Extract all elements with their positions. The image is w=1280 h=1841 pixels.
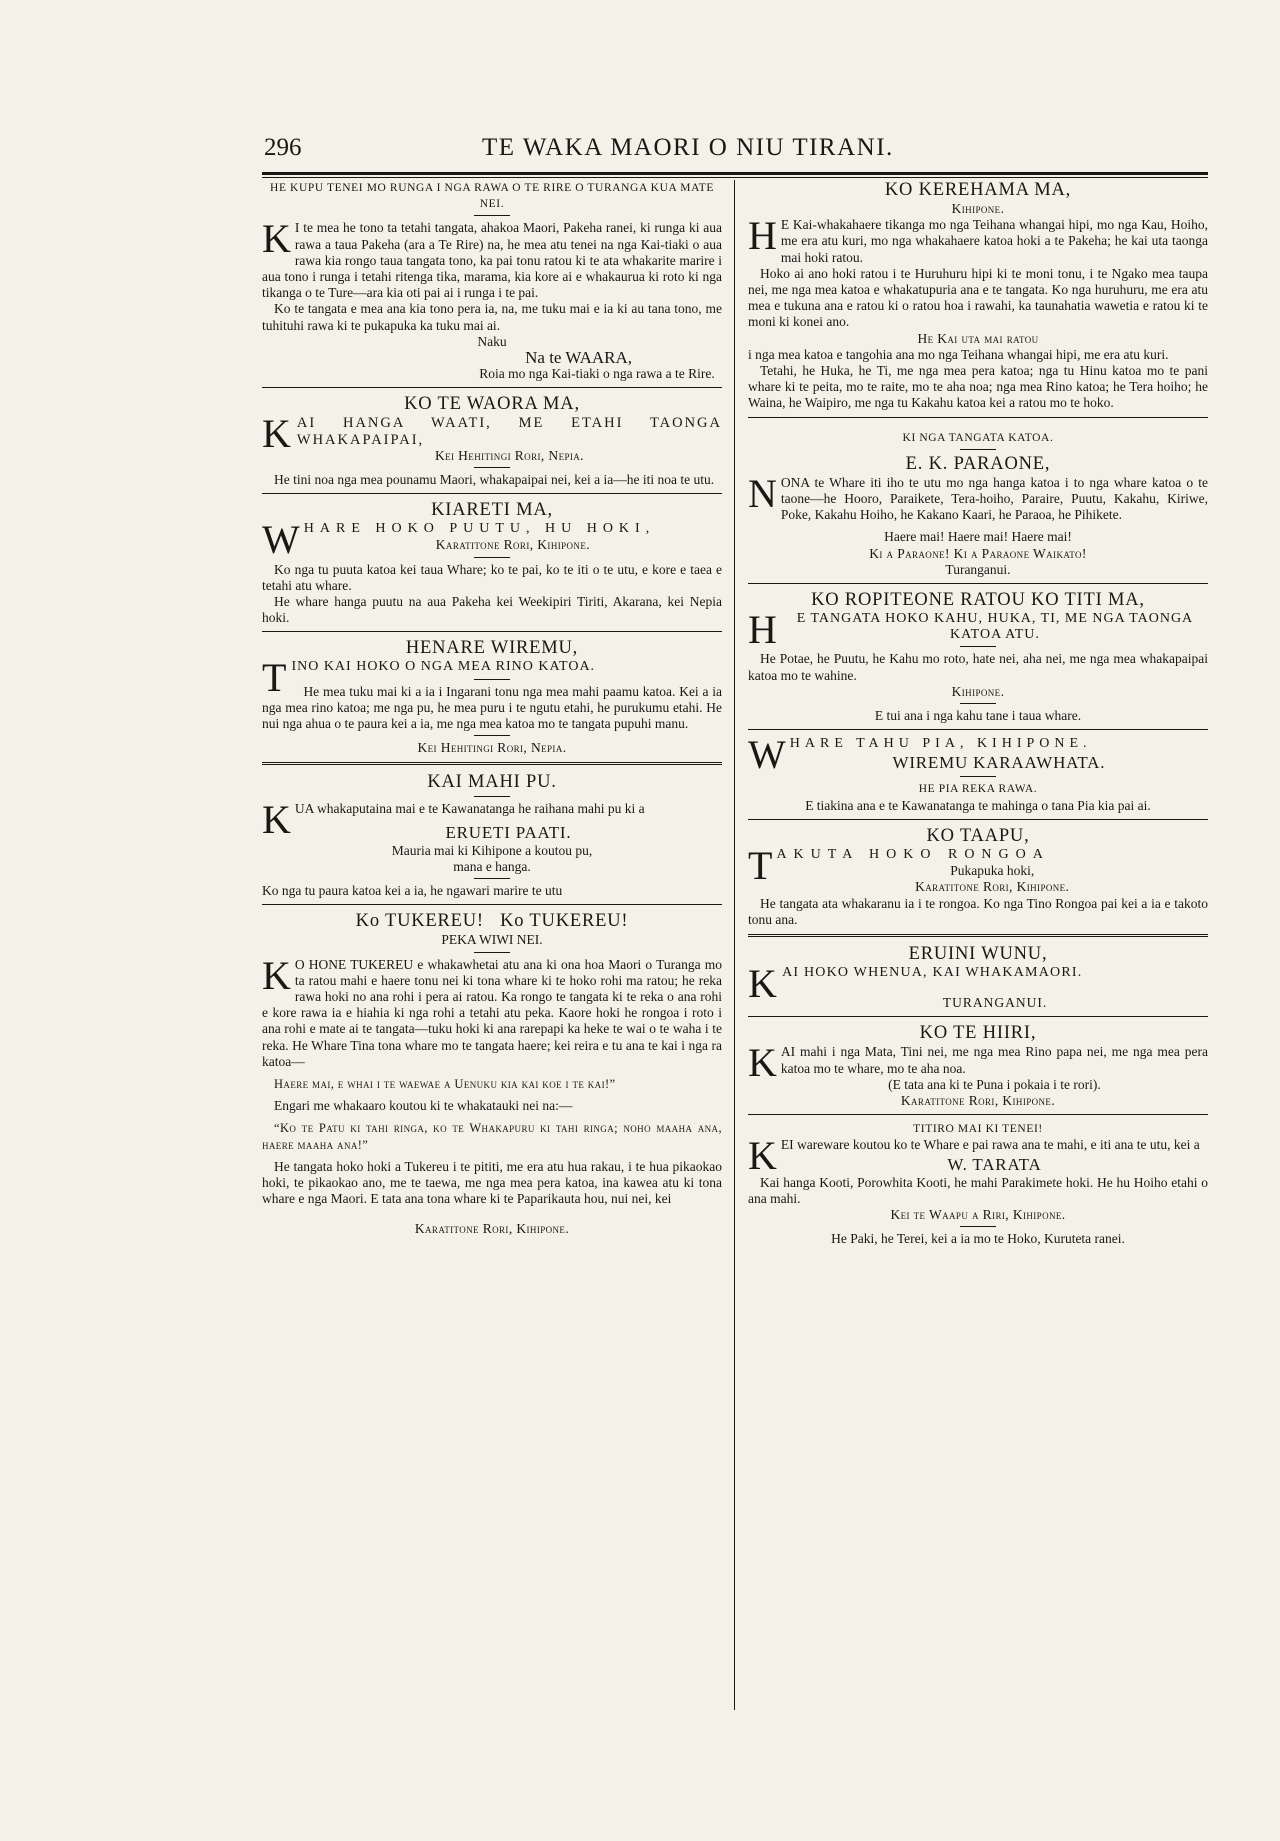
notice-role: Roia mo nga Kai-tiaki o nga rawa a te Rire. bbox=[479, 366, 715, 382]
kerehama-para-3: i nga mea katoa e tangohia ana mo nga Teihana whangai hipi, me era atu kuri. bbox=[748, 346, 1169, 362]
separator bbox=[748, 729, 1208, 730]
left-column bbox=[262, 180, 722, 1238]
kaimahi-last: Ko nga tu paura katoa kei a ia, he ngawari marire te utu bbox=[262, 883, 563, 899]
short-rule bbox=[474, 679, 510, 680]
ropiteone-last: E tui ana i nga kahu tane i taua whare. bbox=[874, 708, 1082, 724]
waora-ad bbox=[262, 394, 722, 488]
taapu-sub: AKUTA HOKO RONGOA bbox=[776, 846, 1050, 862]
ropiteone-place: Kihipone. bbox=[951, 683, 1005, 699]
drop-cap: K bbox=[262, 797, 291, 843]
drop-cap: K bbox=[748, 1040, 777, 1086]
rire-notice bbox=[262, 180, 722, 382]
henare-title: HENARE WIREMU, bbox=[405, 638, 579, 659]
kiareti-place: Karatitone Rori, Kihipone. bbox=[435, 537, 590, 553]
kaimahi-greet-1: Mauria mai ki Kihipone a koutou pu, bbox=[391, 842, 593, 858]
short-rule bbox=[960, 776, 996, 777]
kerehama-ad bbox=[748, 180, 1208, 412]
eruini-title: ERUINI WUNU, bbox=[908, 943, 1048, 964]
kiareti-para-1: Ko nga tu puuta katoa kei taua Whare; ko te pai, ko te iti o te utu, e kore e taea e tetahi atu whare. bbox=[262, 561, 722, 593]
tarata-body: EI wareware koutou ko te Whare e pai rawa ana te mahi, e iti ana te utu, kei a bbox=[780, 1137, 1200, 1153]
tahupia-small: HE PIA REKA RAWA. bbox=[918, 783, 1038, 796]
kerehama-place: Kihipone. bbox=[951, 201, 1005, 216]
newspaper-title: TE WAKA MAORI O NIU TIRANI. bbox=[482, 134, 894, 161]
short-rule bbox=[474, 735, 510, 736]
right-column bbox=[748, 180, 1208, 1247]
hiiri-title: KO TE HIIRI, bbox=[919, 1023, 1037, 1044]
waora-title: KO TE WAORA MA, bbox=[404, 394, 580, 415]
henare-place: Kei Hehitingi Rori, Nepia. bbox=[417, 740, 567, 756]
separator bbox=[748, 1016, 1208, 1017]
waora-place: Kei Hehitingi Rori, Nepia. bbox=[434, 447, 584, 463]
separator bbox=[748, 417, 1208, 418]
tarata-last: He Paki, he Terei, kei a ia mo te Hoko, Kuruteta ranei. bbox=[831, 1231, 1125, 1247]
paraone-title: E. K. PARAONE, bbox=[905, 453, 1051, 474]
newspaper-page bbox=[262, 134, 1208, 1714]
tukereu-sub: PEKA WIWI NEI. bbox=[441, 932, 543, 948]
notice-naku: Naku bbox=[477, 333, 507, 349]
spacer bbox=[748, 981, 1208, 995]
tukereu-quote-2: “Ko te Patu ki tahi ringa, ko te Whakapuru ki tahi ringa; noho maaha ana, haere maaha ana!” bbox=[262, 1121, 722, 1152]
page-number: 296 bbox=[264, 134, 302, 161]
notice-signer: Na te WAARA, bbox=[525, 348, 632, 368]
separator bbox=[262, 493, 722, 494]
kerehama-para-4: Tetahi, he Huka, he Ti, me nga mea pera katoa; nga tu Hinu katoa mo te pani whare ki te peita, mo te raite, mo te aha noa; nga mea Rino katoa; he Tera hoiho; he Waina, he Waipiro, me nga tu Kakahu katoa kei a ratou mo te hoko. bbox=[748, 363, 1208, 411]
short-rule bbox=[960, 646, 996, 647]
kerehama-sub: He Kai uta mai ratou bbox=[917, 330, 1039, 346]
tukereu-ad bbox=[262, 911, 722, 1237]
paraone-cry-2: Ki a Paraone! Ki a Paraone Waikato! bbox=[869, 545, 1087, 561]
eruini-ad bbox=[748, 944, 1208, 1011]
short-rule bbox=[960, 703, 996, 704]
ropiteone-ad bbox=[748, 590, 1208, 724]
drop-cap: H bbox=[748, 607, 778, 653]
short-rule bbox=[474, 878, 510, 879]
separator bbox=[748, 1114, 1208, 1115]
separator bbox=[262, 904, 722, 905]
hiiri-note: (E tata ana ki te Puna i pokaia i te rori). bbox=[888, 1076, 1101, 1092]
tukereu-para-2: Engari me whakaaro koutou ki te whakatauki nei na:— bbox=[274, 1098, 573, 1114]
paraone-ad bbox=[748, 430, 1208, 578]
paraone-body: ONA te Whare iti iho te utu mo nga hanga katoa i to nga whare katoa o te taone—he Hooro, Paraikete, Tera-hoiho, Paraire, Puutu, Kakahu, Kiriwe, Poke, Kakahu Hoiho, he Kakano Kaari, he Paraoa, he Pihikete. bbox=[780, 474, 1208, 523]
notice-para-1: I te mea he tono ta tetahi tangata, ahakoa Maori, Pakeha ranei, ki runga ki aua rawa a taua Pakeha (ara a Te Rire) na, he mea atu tenei na nga Kai-tiaki o aua rawa kia rongo taua tangata tono, ka pai tonu ratou ki te ata whakarite marire i aua tono i runga i tetahi ritenga tika, marama, kia kore ai e whakaurua ki roto ki nga tikanga o te Ture—ara kia oti pai ai i runga i te pai. bbox=[262, 220, 722, 301]
short-rule bbox=[474, 467, 510, 468]
header-rule bbox=[262, 172, 1208, 178]
taapu-body: He tangata ata whakaranu ia i te rongoa. Ko nga Tino Rongoa pai kei a ia e takoto tonu ana. bbox=[748, 895, 1208, 927]
tarata-body-2: Kai hanga Kooti, Porowhita Kooti, he mahi Parakimete hoki. He hu Hoiho etahi o ana mahi. bbox=[748, 1174, 1208, 1206]
drop-cap: K bbox=[748, 960, 779, 1006]
ropiteone-body: He Potae, he Puutu, he Kahu mo roto, hate nei, aha nei, me nga mea whakapaipai katoa mo te wahine. bbox=[748, 651, 1208, 683]
tarata-heading: TITIRO MAI KI TENEI! bbox=[913, 1123, 1043, 1136]
short-rule bbox=[474, 215, 510, 216]
tukereu-quote-1: Haere mai, e whai i te waewae a Uenuku kia kai koe i te kai!” bbox=[274, 1076, 616, 1091]
henare-body: He mea tuku mai ki a ia i Ingarani tonu nga mea mahi paamu katoa. Kei a ia nga mea rino katoa; me nga pu, he mea puru i te ngutu etahi, he purukumu etahi. He nui nga ahua o te paura kei a ia, me nga mea katoa mo te tangata pupuhi manu. bbox=[262, 683, 722, 732]
kerehama-title: KO KEREHAMA MA, bbox=[884, 180, 1072, 200]
kerehama-para-1: E Kai-whakahaere tikanga mo nga Teihana whangai hipi, mo nga Kau, Hoiho, me era atu kuri, mo nga whakahaere katoa hoki a te Pakeha; he kai uta taonga mai hoki ratou. bbox=[780, 217, 1208, 265]
kaimahi-ad bbox=[262, 772, 722, 899]
taapu-ad bbox=[748, 826, 1208, 928]
separator bbox=[262, 631, 722, 632]
tahupia-body: E tiakina ana e te Kawanatanga te mahinga o tana Pia kia pai ai. bbox=[805, 797, 1151, 813]
kaimahi-title: KAI MAHI PU. bbox=[427, 772, 557, 793]
paraone-place: Turanganui. bbox=[945, 561, 1011, 577]
separator bbox=[262, 387, 722, 388]
kaimahi-name: ERUETI PAATI. bbox=[445, 822, 572, 842]
short-rule bbox=[474, 952, 510, 953]
waora-sub: AI HANGA WAATI, ME ETAHI TAONGA WHAKAPAIPAI, bbox=[296, 415, 722, 448]
short-rule bbox=[960, 449, 996, 450]
ropiteone-sub: E TANGATA HOKO KAHU, HUKA, TI, ME NGA TAONGA KATOA ATU. bbox=[796, 611, 1194, 643]
spacer bbox=[262, 1207, 722, 1221]
kaimahi-greet-2: mana e hanga. bbox=[453, 858, 531, 874]
tukereu-title: Ko TUKEREU! Ko TUKEREU! bbox=[355, 911, 629, 932]
tarata-name: W. TARATA bbox=[947, 1154, 1042, 1174]
kerehama-para-2: Hoko ai ano hoki ratou i te Huruhuru hipi ki te moni tonu, i te Ngako mea taupa nei, me nga mea katoa e whakatupuria ana e te tangata. Ko nga huruhuru, me era atu mea e tukuna ana e ratou ki o ratou hoa i rawahi, ka taunahatia wawetia e ratou ki te moni ki konei ano. bbox=[748, 265, 1208, 330]
kiareti-title: KIARETI MA, bbox=[431, 500, 553, 521]
henare-sub: INO KAI HOKO O NGA MEA RINO KATOA. bbox=[291, 659, 596, 675]
kiareti-para-2: He whare hanga puutu na aua Pakeha kei Weekipiri Tiriti, Akarana, kei Nepia hoki. bbox=[262, 594, 722, 626]
column-divider bbox=[734, 180, 735, 1710]
tarata-ad bbox=[748, 1121, 1208, 1247]
notice-para-2: Ko te tangata e mea ana kia tono pera ia, na, me tuku mai e ia ki au tana tono, me tuhituhi rawa ki te pukapuka ka tuku mai ai. bbox=[262, 301, 722, 333]
short-rule bbox=[474, 796, 510, 797]
kiareti-sub: HARE HOKO PUUTU, HU HOKI, bbox=[303, 521, 656, 537]
tukereu-place: Karatitone Rori, Kihipone. bbox=[414, 1221, 570, 1237]
tahupia-name: WIREMU KARAAWHATA. bbox=[892, 753, 1106, 773]
ropiteone-title: KO ROPITEONE RATOU KO TITI MA, bbox=[811, 590, 1145, 611]
eruini-sub: AI HOKO WHENUA, KAI WHAKAMAORI. bbox=[782, 964, 1083, 980]
drop-cap: K bbox=[262, 216, 291, 262]
taapu-place: Karatitone Rori, Kihipone. bbox=[915, 879, 1070, 895]
henare-ad bbox=[262, 638, 722, 756]
separator bbox=[748, 934, 1208, 937]
tukereu-para-3: He tangata hoko hoki a Tukereu i te pititi, me era atu hua rakau, i te hua pikaokao hoki, te pikaokao ano, me te taewa, me nga mea pera katoa, ina kawea atu ki tona whare e nga Maori. E tata ana tona whare ki te Paparikauta hou, nui nei, kei bbox=[262, 1158, 722, 1207]
separator bbox=[748, 583, 1208, 584]
tahupia-ad bbox=[748, 732, 1208, 814]
taapu-title: KO TAAPU, bbox=[926, 825, 1030, 846]
drop-cap: W bbox=[748, 732, 786, 778]
paraone-heading: KI NGA TANGATA KATOA. bbox=[902, 431, 1054, 444]
paraone-cry: Haere mai! Haere mai! Haere mai! bbox=[884, 529, 1072, 545]
drop-cap: T bbox=[262, 655, 288, 701]
drop-cap: K bbox=[262, 411, 293, 457]
hiiri-ad bbox=[748, 1023, 1208, 1109]
short-rule bbox=[960, 1226, 996, 1227]
notice-heading: HE KUPU TENEI MO RUNGA I NGA RAWA O TE RIRE O TURANGA KUA MATE NEI. bbox=[270, 182, 714, 211]
kaimahi-body: UA whakaputaina mai e te Kawanatanga he raihana mahi pu ki a bbox=[294, 801, 645, 817]
hiiri-place: Karatitone Rori, Kihipone. bbox=[900, 1092, 1056, 1108]
waora-body: He tini noa nga mea pounamu Maori, whakapaipai nei, kei a ia—he iti noa te utu. bbox=[274, 472, 715, 488]
hiiri-body: AI mahi i nga Mata, Tini nei, me nga mea Rino papa nei, me nga mea pera katoa mo te whare, mo te aha noa. bbox=[780, 1044, 1208, 1076]
drop-cap: H bbox=[748, 213, 777, 259]
taapu-sub-2: Pukapuka hoki, bbox=[950, 863, 1035, 879]
drop-cap: K bbox=[748, 1133, 777, 1179]
tarata-place: Kei te Waapu a Riri, Kihipone. bbox=[890, 1206, 1066, 1222]
tahupia-sub: HARE TAHU PIA, KIHIPONE. bbox=[789, 736, 1092, 752]
kiareti-ad bbox=[262, 500, 722, 626]
running-header bbox=[262, 134, 1208, 166]
drop-cap: N bbox=[748, 470, 777, 516]
separator bbox=[262, 762, 722, 765]
drop-cap: K bbox=[262, 952, 291, 998]
separator bbox=[748, 819, 1208, 820]
short-rule bbox=[474, 557, 510, 558]
drop-cap: T bbox=[748, 842, 773, 888]
drop-cap: W bbox=[262, 517, 300, 563]
eruini-place: TURANGANUI. bbox=[942, 995, 1048, 1011]
tukereu-para-1: O HONE TUKEREU e whakawhetai atu ana ki ona hoa Maori o Turanga mo ta ratou mahi e haere tonu nei ki tona whare ki te hoko rohi ma ratou; he reka rawa hoki no ana rohi i pera ai ratou. Ka rongo te tangata ki te reka o ana rohi e kore rawa ia e hiahia ki nga rohi a tetahi atu peka. Kaore hoki he rongoa i roto i ana rohi e mate ai te tangata—tuku hoki ki ana rarepapi ka heke te wai o te waha i te reka. He Whare Tina tona whare mo te tangata haere; kei reira e tu ana te kai i nga ra katoa— bbox=[262, 956, 722, 1069]
